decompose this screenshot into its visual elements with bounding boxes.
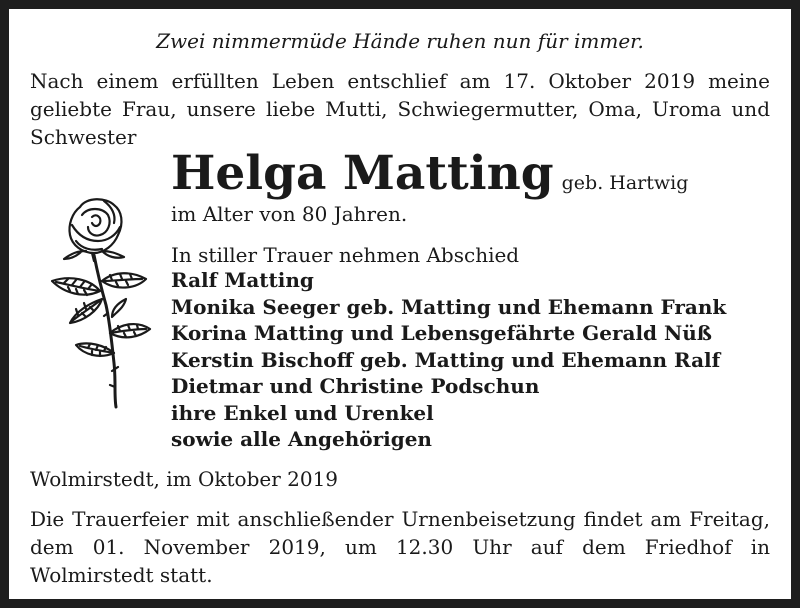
mourner: Dietmar und Christine Podschun bbox=[171, 374, 540, 398]
mourner: sowie alle Angehörigen bbox=[171, 427, 432, 451]
rose-icon bbox=[42, 195, 158, 413]
mourner: Monika Seeger geb. Matting und Ehemann Frank bbox=[171, 294, 727, 319]
deceased-name: Helga Matting bbox=[171, 146, 554, 201]
mourner: Kerstin Bischoff geb. Matting und Ehemann Ralf bbox=[171, 347, 721, 372]
deceased-name-line bbox=[171, 142, 688, 206]
mourner: Korina Matting und Lebensgefährte Gerald Nüß bbox=[171, 321, 713, 345]
age-line: im Alter von 80 Jahren. bbox=[171, 202, 408, 226]
motto: Zwei nimmermüde Hände ruhen nun für immer. bbox=[156, 29, 644, 53]
mourning-intro: In stiller Trauer nehmen Abschied bbox=[171, 243, 520, 267]
mourner: ihre Enkel und Urenkel bbox=[171, 400, 434, 425]
place-date: Wolmirstedt, im Oktober 2019 bbox=[30, 467, 339, 491]
mourners-list bbox=[171, 267, 726, 453]
birth-name: geb. Hartwig bbox=[561, 172, 689, 194]
intro-text: Nach einem erfüllten Leben entschlief am 17. Oktober 2019 meine geliebte Frau, unsere liebe Mutti, Schwiegermutter, Oma, Uroma und Schwester bbox=[30, 69, 770, 149]
mourner: Ralf Matting bbox=[171, 268, 314, 292]
funeral-notice: Die Trauerfeier mit anschließender Urnenbeisetzung findet am Freitag, dem 01. November 2019, um 12.30 Uhr auf dem Friedhof in Wolmirstedt statt. bbox=[30, 507, 770, 587]
